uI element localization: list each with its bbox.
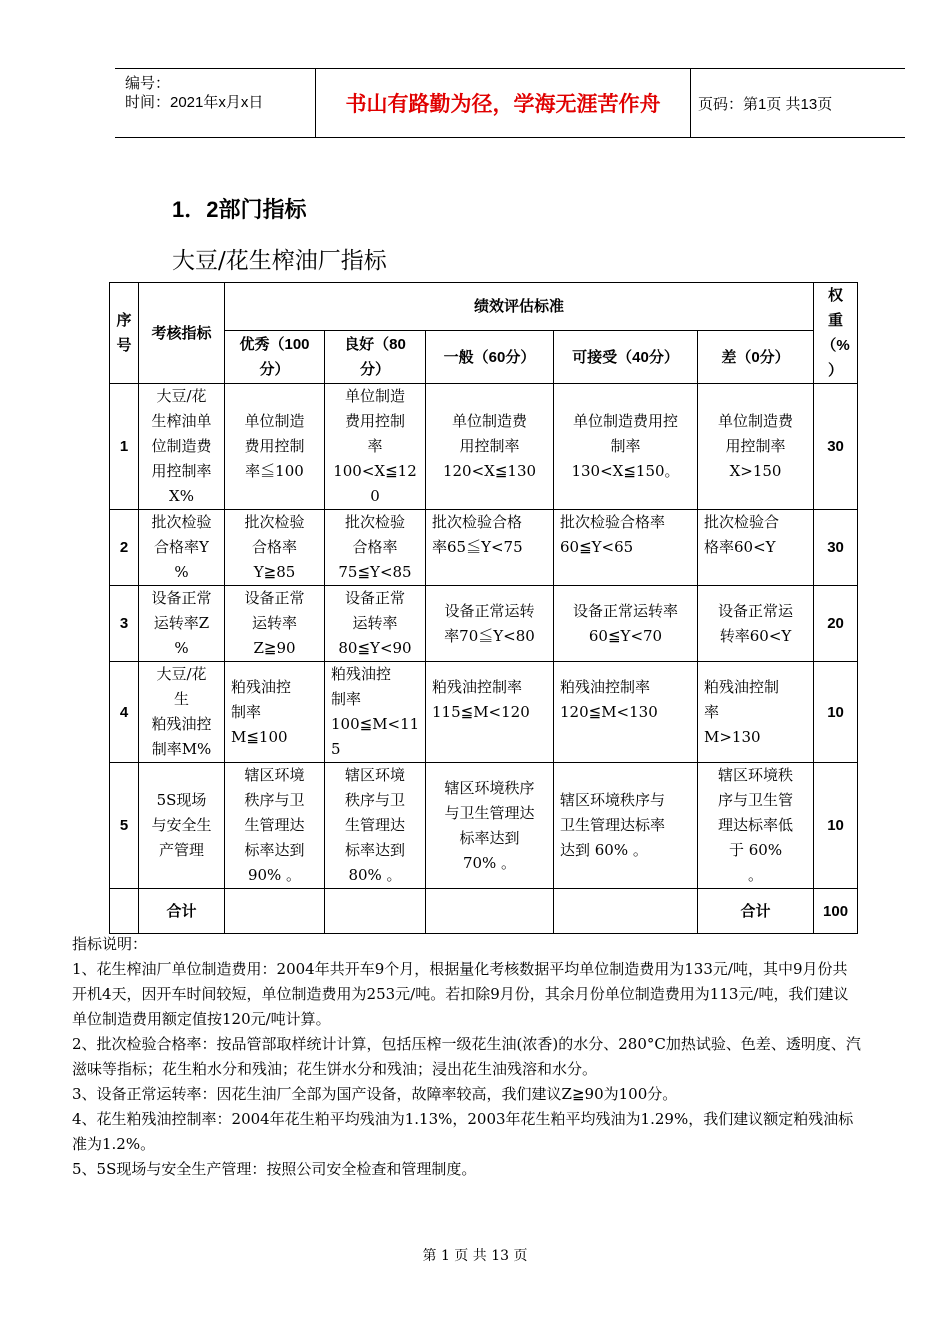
level-average-header: 一般（60分） <box>426 331 554 384</box>
row-indicator: 大豆/花 生榨油单 位制造费 用控制率 X% <box>139 384 225 510</box>
note-item: 1、花生榨油厂单位制造费用：2004年共开车9个月，根据量化考核数据平均单位制造费用为133元/吨，其中9月份共开机4天，因开车时间较短，单位制造费用为253元/吨。若扣除9月份，其余月份单位制造费用为113元/吨，我们建议单位制造费用额定值按120元/吨计算。 <box>72 960 849 1028</box>
col-standard-header: 绩效评估标准 <box>225 283 814 331</box>
note-item: 4、花生粕残油控制率：2004年花生粕平均残油为1.13%，2003年花生粕平均残油为1.29%，我们建议额定粕残油标准为1.2%。 <box>72 1110 854 1153</box>
row-cell: 设备正常运 转率60<Y <box>698 586 814 662</box>
table-row <box>110 384 858 510</box>
header-page-code: 页码：第1页 共13页 <box>698 95 833 113</box>
row-weight: 30 <box>814 384 858 510</box>
level-excellent-header: 优秀（100 分） <box>225 331 325 384</box>
row-cell: 辖区环境秩序与 卫生管理达标率 达到 60% 。 <box>554 763 698 889</box>
doc-time-label: 时间：2021年x月x日 <box>125 94 264 111</box>
table-row <box>110 510 858 586</box>
row-cell: 辖区环境 秩序与卫 生管理达 标率达到 90% 。 <box>225 763 325 889</box>
row-number: 1 <box>110 384 139 510</box>
total-weight: 100 <box>814 889 858 934</box>
table-total-row <box>110 889 858 934</box>
header-motto: 书山有路勤为径，学海无涯苦作舟 <box>315 69 691 137</box>
row-cell: 单位制造 费用控制 率≦100 <box>225 384 325 510</box>
note-item: 5、5S现场与安全生产管理：按照公司安全检查和管理制度。 <box>72 1160 477 1178</box>
row-cell: 批次检验合格 率65≦Y<75 <box>426 510 554 586</box>
row-cell: 粕残油控 制率 100≦M<11 5 <box>325 662 426 763</box>
note-item: 2、批次检验合格率：按品管部取样统计计算，包括压榨一级花生油(浓香)的水分、280°C加热试验、色差、透明度、汽滋味等指标；花生粕水分和残油；花生饼水分和残油；浸出花生油残溶和水分。 <box>72 1035 861 1078</box>
row-weight: 10 <box>814 662 858 763</box>
col-weight-header: 权 重 （% ） <box>814 283 858 384</box>
indicator-table <box>109 282 858 934</box>
row-cell: 辖区环境秩序 与卫生管理达 标率达到 70% 。 <box>426 763 554 889</box>
table-row <box>110 586 858 662</box>
page-header <box>115 68 905 138</box>
row-cell: 粕残油控制率 120≦M<130 <box>554 662 698 763</box>
row-cell: 批次检验 合格率 75≦Y<85 <box>325 510 426 586</box>
section-title: 1．2部门指标 <box>172 197 307 222</box>
row-indicator: 批次检验 合格率Y % <box>139 510 225 586</box>
row-weight: 20 <box>814 586 858 662</box>
row-weight: 10 <box>814 763 858 889</box>
row-cell: 粕残油控制率 115≦M<120 <box>426 662 554 763</box>
row-indicator: 5S现场 与安全生 产管理 <box>139 763 225 889</box>
sub-title: 大豆/花生榨油厂指标 <box>172 248 387 274</box>
row-cell: 批次检验合格率 60≦Y<65 <box>554 510 698 586</box>
row-number: 5 <box>110 763 139 889</box>
note-item: 3、设备正常运转率：因花生油厂全部为国产设备，故障率较高，我们建议Z≧90为100分。 <box>72 1085 678 1103</box>
row-number: 2 <box>110 510 139 586</box>
row-cell: 批次检验 合格率 Y≧85 <box>225 510 325 586</box>
col-indicator-header: 考核指标 <box>139 283 225 384</box>
row-indicator: 设备正常 运转率Z % <box>139 586 225 662</box>
row-cell: 辖区环境 秩序与卫 生管理达 标率达到 80% 。 <box>325 763 426 889</box>
row-cell: 粕残油控制 率 M>130 <box>698 662 814 763</box>
indicator-notes <box>72 932 862 1182</box>
table-row <box>110 662 858 763</box>
level-acceptable-header: 可接受（40分） <box>554 331 698 384</box>
row-cell: 粕残油控 制率 M≦100 <box>225 662 325 763</box>
row-cell: 单位制造费 用控制率 120<X≦130 <box>426 384 554 510</box>
total-label: 合计 <box>139 889 225 934</box>
notes-heading: 指标说明： <box>72 935 148 953</box>
table-row <box>110 763 858 889</box>
total-label-right: 合计 <box>698 889 814 934</box>
row-cell: 批次检验合 格率60<Y <box>698 510 814 586</box>
row-cell: 设备正常 运转率 Z≧90 <box>225 586 325 662</box>
row-cell: 设备正常运转率 60≦Y<70 <box>554 586 698 662</box>
row-cell: 设备正常运转 率70≦Y<80 <box>426 586 554 662</box>
row-cell: 单位制造 费用控制 率 100<X≦12 0 <box>325 384 426 510</box>
row-number: 3 <box>110 586 139 662</box>
row-cell: 单位制造费 用控制率 X>150 <box>698 384 814 510</box>
row-number: 4 <box>110 662 139 763</box>
level-poor-header: 差（0分） <box>698 331 814 384</box>
row-cell: 辖区环境秩 序与卫生管 理达标率低 于 60% 。 <box>698 763 814 889</box>
col-seq-header: 序 号 <box>110 283 139 384</box>
row-indicator: 大豆/花 生 粕残油控 制率M% <box>139 662 225 763</box>
row-cell: 设备正常 运转率 80≦Y<90 <box>325 586 426 662</box>
level-good-header: 良好（80 分） <box>325 331 426 384</box>
page-footer: 第 1 页 共 13 页 <box>422 1248 528 1264</box>
doc-number-label: 编号： <box>125 75 171 92</box>
header-meta <box>115 69 315 137</box>
row-cell: 单位制造费用控 制率 130<X≦150。 <box>554 384 698 510</box>
row-weight: 30 <box>814 510 858 586</box>
